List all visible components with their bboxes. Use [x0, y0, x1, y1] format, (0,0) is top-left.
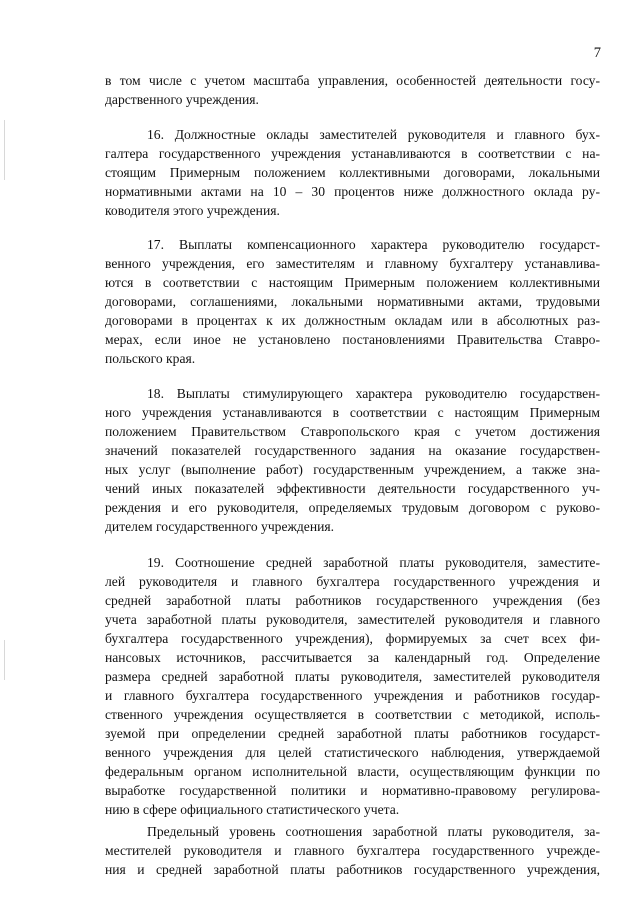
text-line: 19. Соотношение средней заработной платы руководителя, заместите-	[147, 555, 600, 570]
text-line: стоящим Примерным положением коллективными договорами, локальными	[105, 165, 600, 180]
text-line: федеральным органом исполнительной власти, осуществляющим функции по	[105, 764, 600, 779]
text-line: нормативными актами на 10 – 30 процентов ниже должностного оклада ру-	[105, 184, 600, 199]
scan-edge-mark	[4, 120, 5, 180]
text-line: ководителя этого учреждения.	[105, 203, 280, 218]
text-line: 17. Выплаты компенсационного характера руководителю государст-	[147, 237, 600, 252]
text-line: размера средней заработной платы руководителя, заместителей руководителя	[105, 669, 600, 684]
text-line: ются в соответствии с настоящим Примерным положением коллективными	[105, 275, 600, 290]
text-line: ственного учреждения осуществляется в соответствии с методикой, исполь-	[105, 707, 600, 722]
text-line: ного учреждения устанавливаются в соответствии с настоящим Примерным	[105, 405, 600, 420]
text-line: 16. Должностные оклады заместителей руководителя и главного бух-	[147, 127, 600, 142]
text-line: положением Правительством Ставропольского края с учетом достижения	[105, 424, 600, 439]
text-line: ния и средней заработной платы работников государственного учреждения,	[105, 862, 600, 877]
text-line: ных услуг (выполнение работ) государственным учреждением, а также зна-	[105, 462, 600, 477]
text-line: Предельный уровень соотношения заработной платы руководителя, за-	[147, 824, 600, 839]
text-line: нансовых источников, рассчитывается за календарный год. Определение	[105, 650, 600, 665]
text-line: местителей руководителя и главного бухгалтера государственного учрежде-	[105, 843, 600, 858]
text-line: чений иных показателей эффективности деятельности государственного уч-	[105, 481, 600, 496]
scan-edge-mark	[4, 640, 5, 680]
text-line: выработке государственной политики и нормативно-правовому регулирова-	[105, 783, 600, 798]
text-line: в том числе с учетом масштаба управления, особенностей деятельности госу-	[105, 73, 600, 88]
text-line: учета заработной платы руководителя, заместителей руководителя и главного	[105, 612, 600, 627]
page-number: 7	[593, 45, 601, 61]
text-line: договорами, соглашениями, локальными нормативными актами, трудовыми	[105, 294, 600, 309]
text-line: дарственного учреждения.	[105, 92, 259, 107]
text-line: договорами в процентах к их должностным окладам или в абсолютных раз-	[105, 313, 600, 328]
text-line: нию в сфере официального статистического учета.	[105, 802, 400, 817]
text-line: 18. Выплаты стимулирующего характера руководителю государствен-	[147, 386, 600, 401]
text-line: венного учреждения, его заместителям и главному бухгалтеру устанавлива-	[105, 256, 600, 271]
text-line: мерах, если иное не установлено постановлениями Правительства Ставро-	[105, 332, 600, 347]
text-line: галтера государственного учреждения устанавливаются в соответствии с на-	[105, 146, 600, 161]
text-line: лей руководителя и главного бухгалтера государственного учреждения и	[105, 574, 600, 589]
text-line: зуемой при определении средней заработной платы работников государст-	[105, 726, 600, 741]
text-line: венного учреждения для целей статистического наблюдения, утверждаемой	[105, 745, 600, 760]
text-line: значений показателей государственного задания на оказание государствен-	[105, 443, 600, 458]
text-line: средней заработной платы работников государственного учреждения (без	[105, 593, 600, 608]
text-line: польского края.	[105, 351, 196, 366]
text-line: дителем государственного учреждения.	[105, 519, 335, 534]
text-line: реждения и его руководителя, определяемых трудовым договором с руково-	[105, 500, 600, 515]
text-line: и главного бухгалтера государственного учреждения и работников государ-	[105, 688, 600, 703]
text-line: бухгалтера государственного учреждения), формируемых за счет всех фи-	[105, 631, 600, 646]
